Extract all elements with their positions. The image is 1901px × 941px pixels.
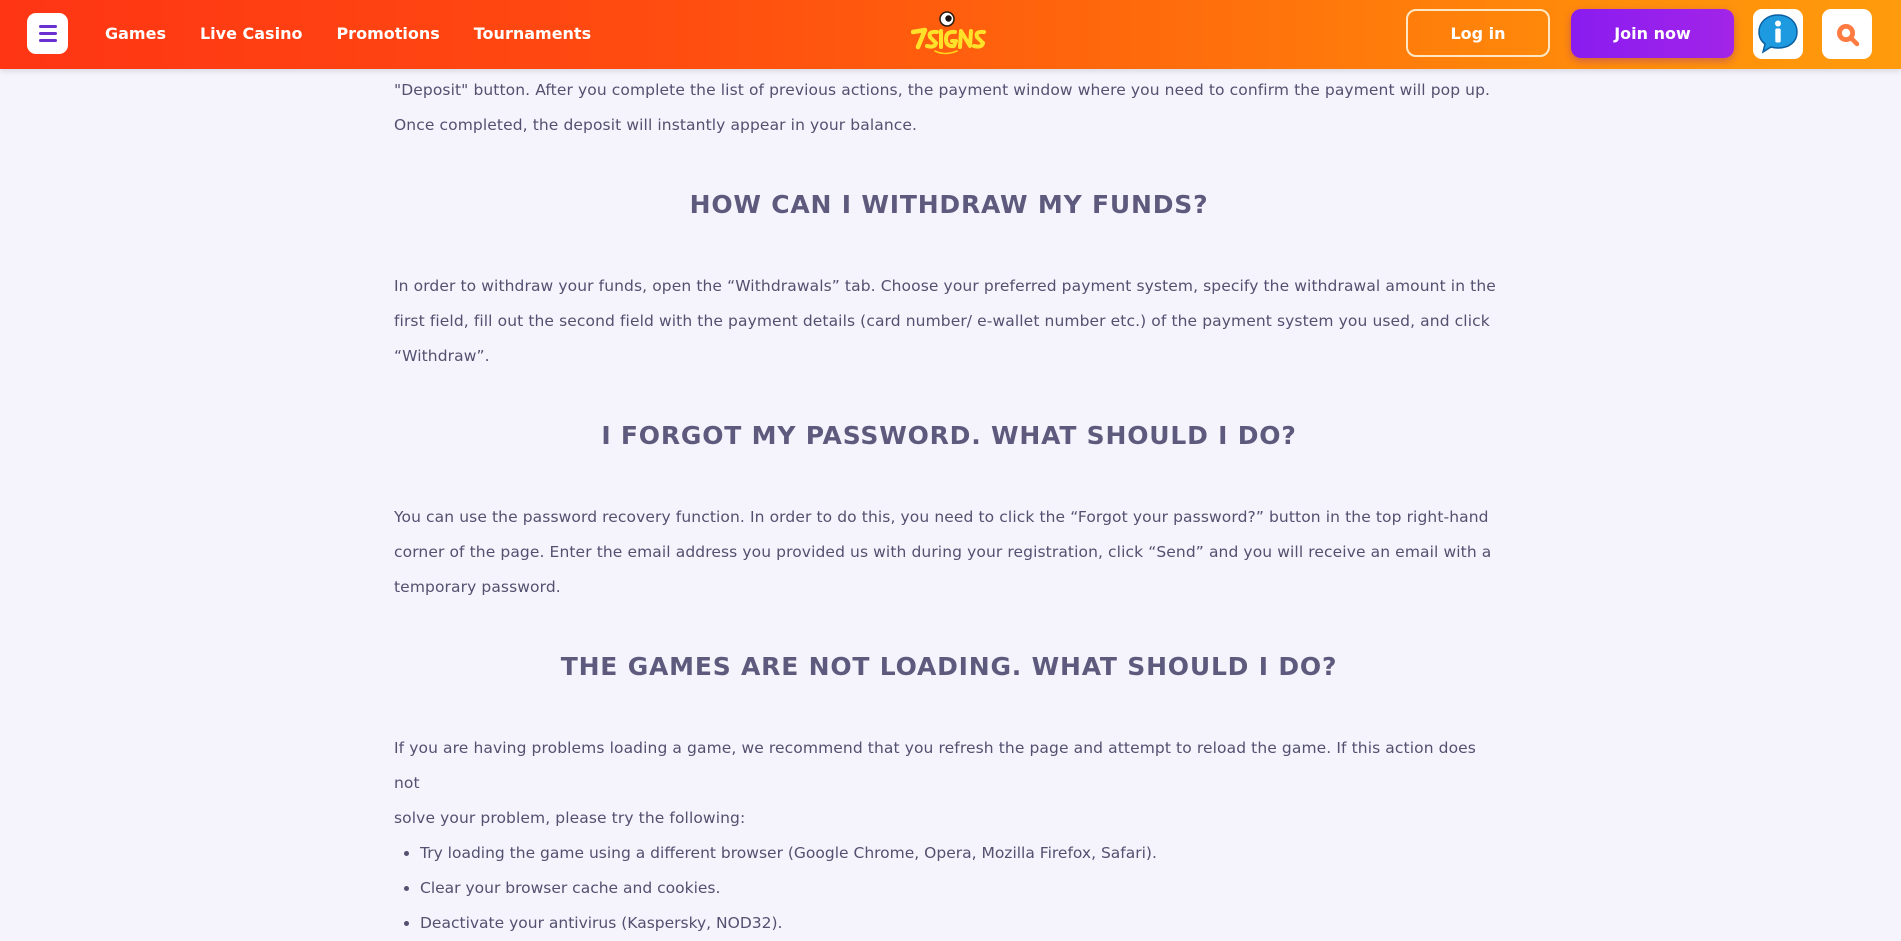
join-now-button[interactable]: Join now bbox=[1571, 9, 1734, 58]
search-icon bbox=[1833, 20, 1861, 48]
faq-title-password: I FORGOT MY PASSWORD. WHAT SHOULD I DO? bbox=[601, 421, 1297, 450]
faq-answer-games-loading bbox=[394, 731, 1504, 836]
nav-item-promotions[interactable]: Promotions bbox=[336, 23, 440, 43]
faq-answer-password bbox=[394, 500, 1504, 605]
login-button[interactable]: Log in bbox=[1406, 9, 1550, 57]
text-line: In order to withdraw your funds, open the “Withdrawals” tab. Choose your preferred payment system, specify the withdrawal amount in the bbox=[394, 277, 1496, 295]
nav-item-live-casino[interactable]: Live Casino bbox=[199, 23, 303, 43]
text-line: temporary password. bbox=[394, 578, 561, 596]
list-item: • Deactivate your antivirus (Kaspersky, NOD32). bbox=[420, 906, 1504, 941]
faq-content bbox=[394, 69, 1504, 941]
menu-bar bbox=[39, 32, 57, 35]
text-line: corner of the page. Enter the email address you provided us with during your registration, click “Send” and you will receive an email with a bbox=[394, 543, 1492, 561]
main-nav bbox=[88, 0, 608, 66]
nav-item-games[interactable]: Games bbox=[105, 23, 166, 43]
text-line: You can use the password recovery function. In order to do this, you need to click the “Forgot your password?” button in the top right-hand bbox=[394, 508, 1489, 526]
info-button[interactable] bbox=[1753, 9, 1803, 59]
troubleshooting-list bbox=[394, 836, 1504, 941]
text-line: first field, fill out the second field with the payment details (card number/ e-wallet number etc.) of the payment system you used, and click bbox=[394, 312, 1490, 330]
list-item: • Try loading the game using a different browser (Google Chrome, Opera, Mozilla Firefox, Safari). bbox=[420, 836, 1504, 871]
site-logo[interactable] bbox=[911, 10, 987, 56]
hamburger-menu-icon[interactable] bbox=[27, 13, 68, 54]
text-line: If you are having problems loading a game, we recommend that you refresh the page and attempt to reload the game. If this action does not bbox=[394, 739, 1476, 792]
nav-item-tournaments[interactable]: Tournaments bbox=[473, 23, 592, 43]
faq-title-withdraw: HOW CAN I WITHDRAW MY FUNDS? bbox=[689, 190, 1209, 219]
text-line: Once completed, the deposit will instantly appear in your balance. bbox=[394, 116, 918, 134]
search-button[interactable] bbox=[1822, 9, 1872, 59]
text-line: solve your problem, please try the following: bbox=[394, 809, 746, 827]
info-icon bbox=[1756, 13, 1800, 55]
text-line: "Deposit" button. After you complete the list of previous actions, the payment window where you need to confirm the payment will pop up. bbox=[394, 81, 1491, 99]
list-item: • Clear your browser cache and cookies. bbox=[420, 871, 1504, 906]
menu-bar bbox=[39, 39, 57, 42]
site-header bbox=[0, 0, 1901, 69]
text-line: “Withdraw”. bbox=[394, 347, 490, 365]
intro-paragraph bbox=[394, 73, 1504, 143]
menu-bar bbox=[39, 25, 57, 28]
faq-title-games-loading: THE GAMES ARE NOT LOADING. WHAT SHOULD I DO? bbox=[560, 652, 1338, 681]
faq-answer-withdraw bbox=[394, 269, 1504, 374]
